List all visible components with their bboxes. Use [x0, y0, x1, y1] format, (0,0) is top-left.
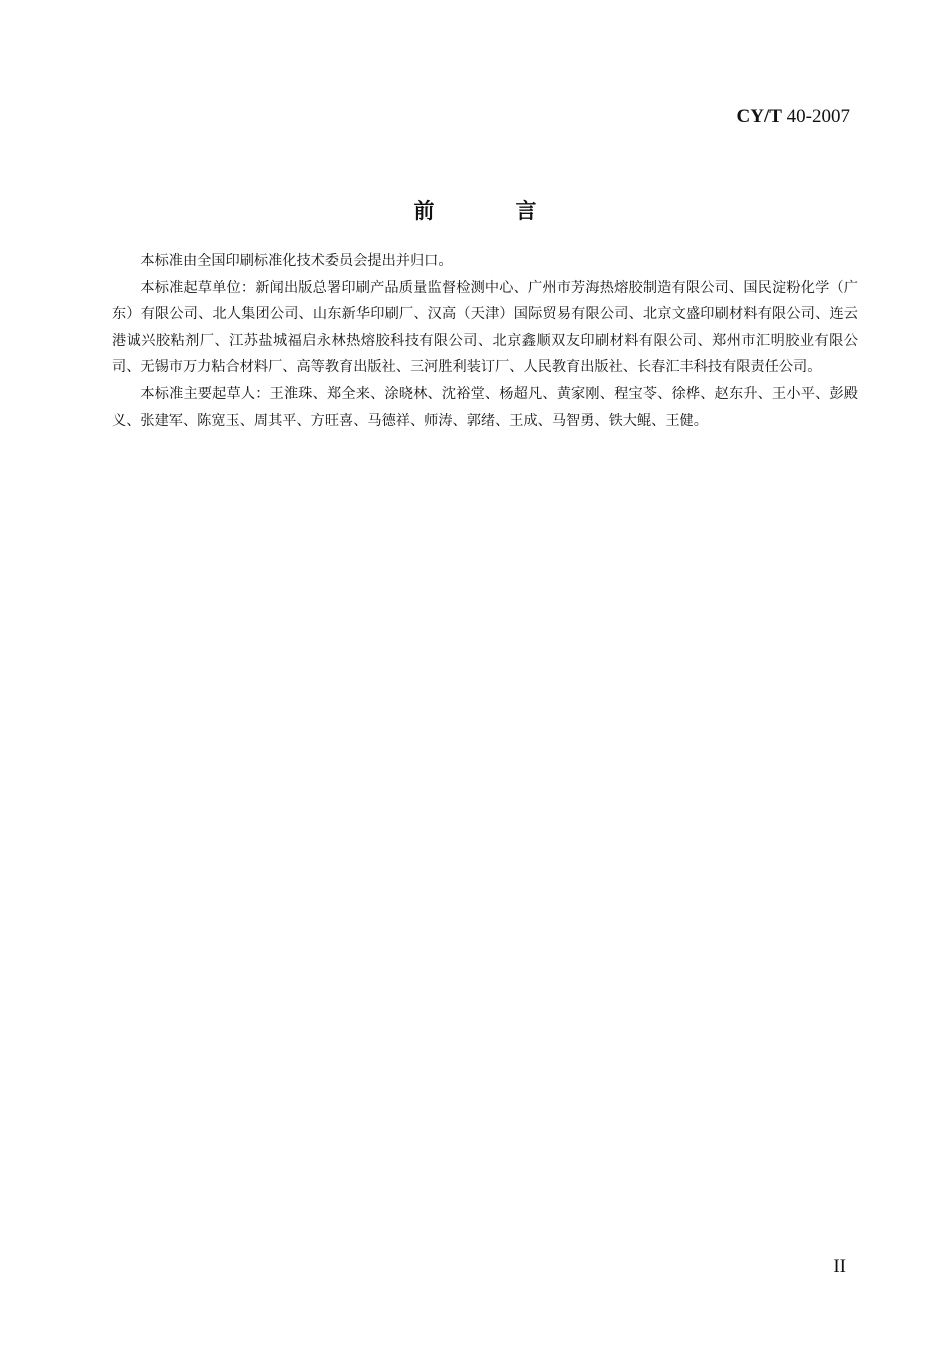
standard-code-prefix: CY/T	[736, 106, 782, 127]
paragraph-main-drafters: 本标准主要起草人：王淮珠、郑全来、涂晓林、沈裕堂、杨超凡、黄家刚、程宝苓、徐桦、赵东升、王小平、彭殿义、张建军、陈宽玉、周其平、方旺喜、马德祥、师涛、郭绪、王成、马智勇、铁大鲲、王健。	[112, 385, 858, 429]
preface-body	[112, 248, 858, 434]
preface-title: 前 言	[413, 199, 567, 223]
paragraph-drafting-units: 本标准起草单位：新闻出版总署印刷产品质量监督检测中心、广州市芳海热熔胶制造有限公司、国民淀粉化学（广东）有限公司、北人集团公司、山东新华印刷厂、汉高（天津）国际贸易有限公司、北京文盛印刷材料有限公司、连云港诚兴胶粘剂厂、江苏盐城福启永林热熔胶科技有限公司、北京鑫顺双友印刷材料有限公司、郑州市汇明胶业有限公司、无锡市万力粘合材料厂、高等教育出版社、三河胜利装订厂、人民教育出版社、长春汇丰科技有限责任公司。	[112, 279, 858, 376]
page-number: II	[833, 1256, 846, 1277]
standard-code-number: 40-2007	[786, 106, 850, 127]
paragraph-proposer: 本标准由全国印刷标准化技术委员会提出并归口。	[140, 253, 453, 269]
standard-code	[737, 104, 850, 130]
